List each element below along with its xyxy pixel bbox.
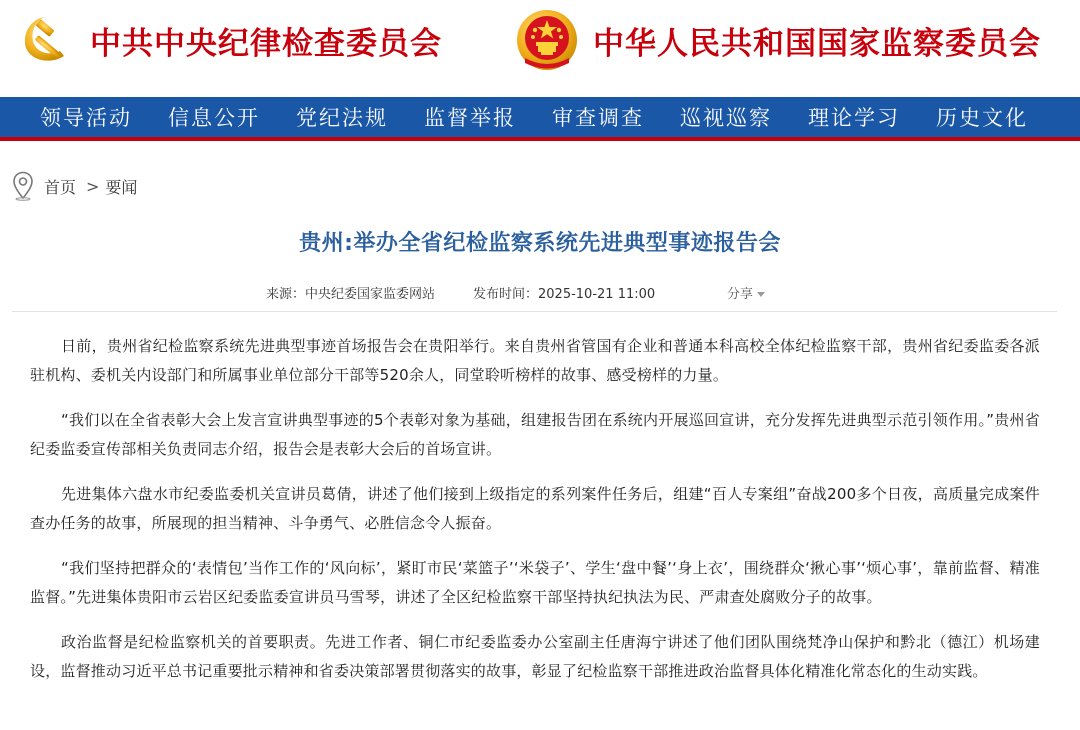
breadcrumb [12, 170, 137, 202]
ccdi-name: 中共中央纪律检查委员会 [90, 25, 442, 62]
article-paragraph: 先进集体六盘水市纪委监委机关宣讲员葛倩，讲述了他们接到上级指定的系列案件任务后，组建“百人专案组”奋战200多个日夜，高质量完成案件查办任务的故事，所展现的担当精神、斗争勇气、必胜信念令人振奋。 [30, 485, 1040, 532]
nav-item-inspection[interactable]: 巡视巡察 [680, 106, 772, 130]
article-body [30, 332, 1040, 702]
meta-divider [12, 311, 1057, 312]
article-paragraph: 政治监督是纪检监察机关的首要职责。先进工作者、铜仁市纪委监委办公室副主任唐海宁讲述了他们团队围绕梵净山保护和黔北（德江）机场建设，监督推动习近平总书记重要批示精神和省委决策部署贯彻落实的故事，彰显了纪检监察干部推进政治监督具体化精准化常态化的生动实践。 [30, 633, 1040, 680]
nav-item-history[interactable]: 历史文化 [936, 106, 1028, 130]
nav-item-investigation[interactable]: 审查调查 [552, 106, 644, 130]
source-value: 中央纪委国家监委网站 [305, 287, 436, 302]
nav-item-party-rules[interactable]: 党纪法规 [296, 106, 388, 130]
breadcrumb-home[interactable]: 首页 [44, 177, 77, 197]
article-paragraph: 日前，贵州省纪检监察系统先进典型事迹首场报告会在贵阳举行。来自贵州省管国有企业和普通本科高校全体纪检监察干部，贵州省纪委监委各派驻机构、委机关内设部门和所属事业单位部分干部等520余人，同堂聆听榜样的故事、感受榜样的力量。 [30, 337, 1040, 384]
breadcrumb-current[interactable]: 要闻 [105, 177, 138, 197]
article-paragraph: “我们以在全省表彰大会上发言宣讲典型事迹的5个表彰对象为基础，组建报告团在系统内开展巡回宣讲，充分发挥先进典型示范引领作用。”贵州省纪委监委宣传部相关负责同志介绍，报告会是表彰大会后的首场宣讲。 [30, 411, 1040, 458]
location-pin-icon [12, 171, 34, 201]
article-paragraph: “我们坚持把群众的‘表情包’当作工作的‘风向标’，紧盯市民‘菜篮子’‘米袋子’、学生‘盘中餐’‘身上衣’，围绕群众‘揪心事’‘烦心事’，靠前监督、精准监督。”先进集体贵阳市云岩区纪委监委宣讲员马雪琴，讲述了全区纪检监察干部坚持执纪执法为民、严肃查处腐败分子的故事。 [30, 559, 1040, 606]
site-header [0, 0, 1080, 97]
source-label: 来源： [266, 287, 306, 302]
share-button[interactable] [727, 283, 765, 302]
nav-item-supervision-report[interactable]: 监督举报 [424, 106, 516, 130]
article-meta [0, 283, 1080, 303]
party-emblem-icon [12, 8, 76, 72]
article-title: 贵州:举办全省纪检监察系统先进典型事迹报告会 [299, 231, 781, 256]
breadcrumb-separator: > [86, 176, 100, 196]
nsc-name: 中华人民共和国国家监察委员会 [593, 25, 1041, 62]
chevron-down-icon [757, 292, 765, 297]
nsc-logo[interactable] [515, 0, 1041, 80]
main-nav [0, 97, 1080, 141]
time-value: 2025-10-21 11:00 [538, 287, 656, 302]
article-source [266, 283, 435, 302]
nav-item-leadership[interactable]: 领导活动 [40, 106, 132, 130]
nav-item-info-disclosure[interactable]: 信息公开 [168, 106, 260, 130]
time-label: 发布时间： [473, 287, 539, 302]
article-publish-time [473, 283, 655, 302]
share-label: 分享 [727, 287, 754, 302]
national-emblem-icon [515, 8, 579, 72]
ccdi-logo[interactable] [12, 0, 442, 80]
nav-item-theory[interactable]: 理论学习 [808, 106, 900, 130]
